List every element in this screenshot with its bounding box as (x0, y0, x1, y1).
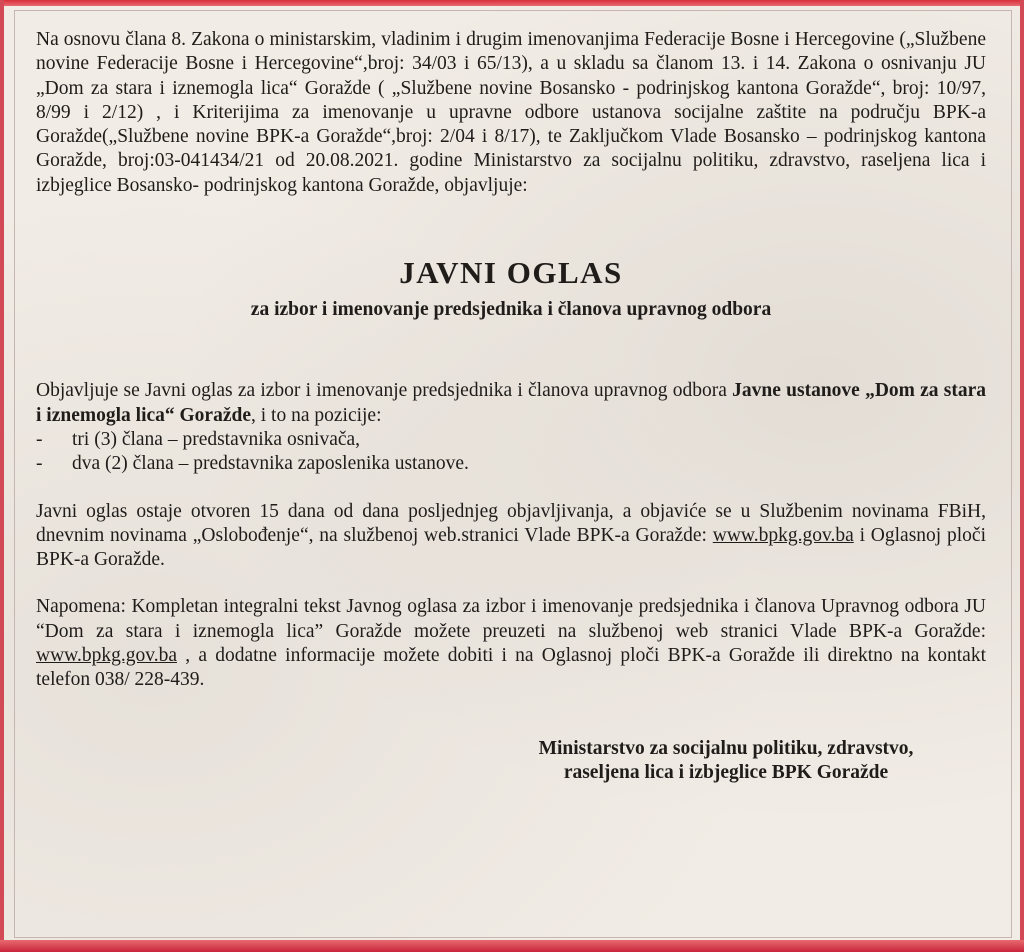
institution-name: Javne ustanove „Dom za stara i iznemogla lica“ Goražde (36, 380, 987, 426)
note-paragraph (36, 595, 986, 692)
signature-line: Ministarstvo za socijalnu politiku, zdravstvo, (538, 737, 914, 759)
bottom-border (0, 940, 1024, 952)
announcement-tail: , i to na pozicije: (251, 404, 382, 426)
open-period-paragraph (36, 500, 986, 573)
website-link[interactable]: www.bpkg.gov.ba (712, 524, 854, 546)
positions-list (36, 428, 986, 477)
announcement-text: Objavljuje se Javni oglas za izbor i imenovanje predsjednika i članova upravnog odbora (36, 380, 733, 402)
announcement-paragraph (36, 379, 986, 428)
position-text: tri (3) člana – predstavnika osnivača, (72, 428, 361, 450)
right-border (1020, 0, 1024, 952)
list-item (36, 428, 986, 452)
top-border (0, 0, 1024, 6)
open-period-text: Javni oglas ostaje otvoren 15 dana od dana posljednjeg objavljivanja, a objaviće se u Službenim novinama FBiH, dnevnim novinama „Oslobođenje“, na službenoj web.stranici Vlade BPK-a Goražde: (36, 500, 986, 546)
notice-subtitle: za izbor i imenovanje predsjednika i članova upravnog odbora (250, 299, 772, 321)
list-item (36, 452, 986, 476)
note-tail: , a dodatne informacije možete dobiti i na Oglasnoj ploči BPK-a Goražde ili direktno na kontakt telefon 038/ 228-439. (36, 645, 986, 691)
position-text: dva (2) člana – predstavnika zaposlenika ustanove. (72, 453, 469, 475)
open-period-tail: i Oglasnoj ploči BPK-a Goražde. (36, 524, 986, 571)
website-link[interactable]: www.bpkg.gov.ba (36, 645, 177, 667)
list-dash: - (36, 453, 43, 475)
intro-paragraph: Na osnovu člana 8. Zakona o ministarskim, vladinim i drugim imenovanjima Federacije Bosne i Hercegovine („Službene novine Federacije Bosne i Hercegovine“,broj: 34/03 i 65/13), a u skladu sa članom 13. i 14. Zakona o osnivanju JU „Dom za stara i iznemogla lica“ Goražde ( „Službene novine Bosansko - podrinjskog kantona Goražde“, broj: 10/97, 8/99 i 2/12) , i Kriterijima za imenovanje u upravne odbore ustanova socijalne zaštite na području BPK-a Goražde(„Službene novine BPK-a Goražde“,broj: 2/04 i 8/17), te Zaključkom Vlade Bosansko – podrinjskog kantona Goražde, broj:03-041434/21 od 20.08.2021. godine Ministarstvo za socijalnu politiku, zdravstvo, raseljena lica i izbjeglice Bosansko- podrinjskog kantona Goražde, objavljuje: (36, 29, 986, 196)
signature-line: raseljena lica i izbjeglice BPK Goražde (563, 762, 889, 784)
notice-title: JAVNI OGLAS (399, 255, 623, 291)
signature-block (466, 737, 986, 786)
note-text: Napomena: Kompletan integralni tekst Javnog oglasa za izbor i imenovanje predsjednika i članova Upravnog odbora JU “Dom za stara i iznemogla lica” Goražde možete preuzeti na službenoj web stranici Vlade BPK-a Goražde: (36, 596, 986, 642)
notice-body (36, 28, 986, 786)
list-dash: - (36, 428, 43, 450)
left-border (0, 0, 4, 952)
